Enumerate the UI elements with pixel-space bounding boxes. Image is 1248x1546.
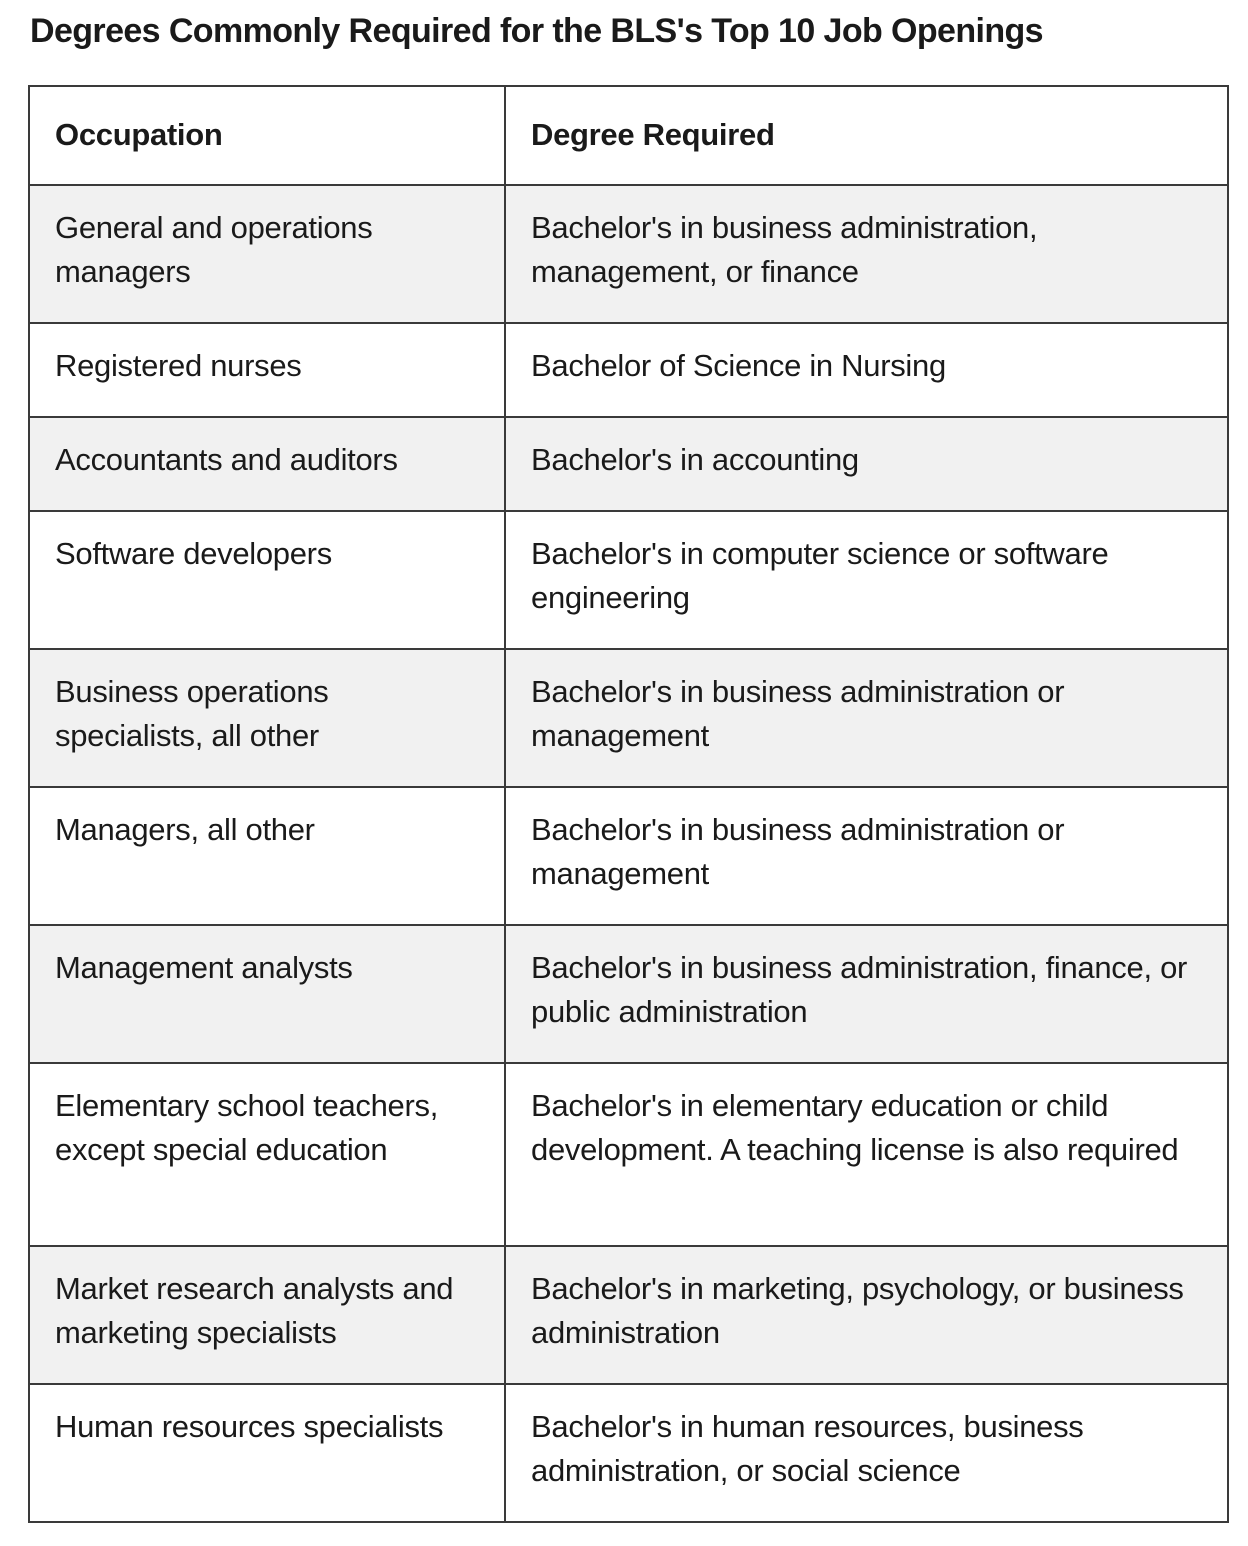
degree-cell: Bachelor's in business administration or management	[505, 649, 1228, 787]
degree-cell: Bachelor's in computer science or software engineering	[505, 511, 1228, 649]
degree-cell: Bachelor's in accounting	[505, 417, 1228, 511]
degree-cell: Bachelor's in business administration, management, or finance	[505, 185, 1228, 323]
occupation-cell: Registered nurses	[29, 323, 505, 417]
occupation-cell: General and operations managers	[29, 185, 505, 323]
table-row	[29, 185, 1228, 323]
degree-cell: Bachelor's in business administration or management	[505, 787, 1228, 925]
degree-cell: Bachelor of Science in Nursing	[505, 323, 1228, 417]
degree-cell: Bachelor's in human resources, business administration, or social science	[505, 1384, 1228, 1522]
degree-cell: Bachelor's in marketing, psychology, or business administration	[505, 1246, 1228, 1384]
occupation-cell: Elementary school teachers, except special education	[29, 1063, 505, 1246]
table-row	[29, 1246, 1228, 1384]
table-row	[29, 649, 1228, 787]
occupation-cell: Business operations specialists, all other	[29, 649, 505, 787]
degree-cell: Bachelor's in business administration, finance, or public administration	[505, 925, 1228, 1063]
column-header-occupation: Occupation	[29, 86, 505, 185]
table-row	[29, 1063, 1228, 1246]
table-row	[29, 323, 1228, 417]
column-header-degree: Degree Required	[505, 86, 1228, 185]
page-title: Degrees Commonly Required for the BLS's Top 10 Job Openings	[30, 12, 1043, 50]
occupation-cell: Accountants and auditors	[29, 417, 505, 511]
occupation-cell: Managers, all other	[29, 787, 505, 925]
table-row	[29, 511, 1228, 649]
occupation-cell: Human resources specialists	[29, 1384, 505, 1522]
degrees-table	[28, 85, 1229, 1523]
occupation-cell: Software developers	[29, 511, 505, 649]
occupation-cell: Management analysts	[29, 925, 505, 1063]
table-row	[29, 787, 1228, 925]
table-row	[29, 1384, 1228, 1522]
table-row	[29, 417, 1228, 511]
occupation-cell: Market research analysts and marketing specialists	[29, 1246, 505, 1384]
table-header-row	[29, 86, 1228, 185]
degree-cell: Bachelor's in elementary education or child development. A teaching license is also required	[505, 1063, 1228, 1246]
table-row	[29, 925, 1228, 1063]
